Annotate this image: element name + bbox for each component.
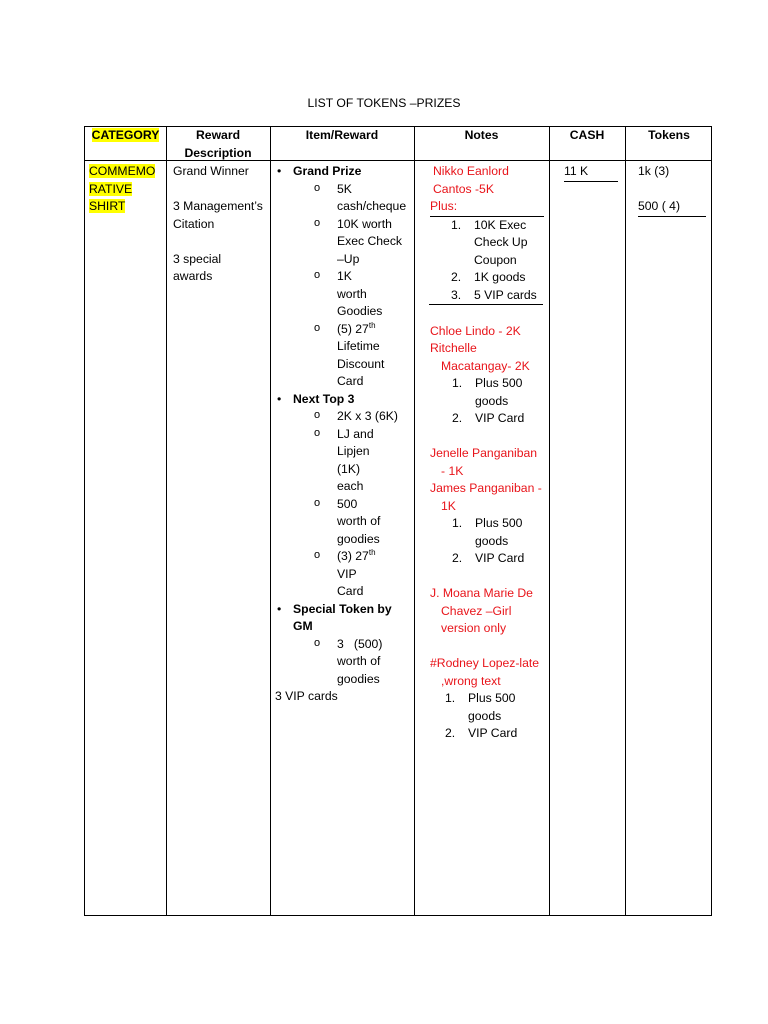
header-cash: CASH <box>569 128 605 142</box>
reward-grand-winner: Grand Winner <box>173 164 249 178</box>
note-special-items <box>430 515 543 568</box>
reward-management-citation: 3 Management’s Citation <box>173 199 263 231</box>
reward-description-cell <box>173 163 267 286</box>
header-category-cell <box>85 127 166 145</box>
sub-item: o (5) 27th Lifetime Discount Card <box>293 321 412 391</box>
item-special-token-label: Special Token by GM <box>293 601 392 633</box>
item-next-top <box>272 391 412 601</box>
sub-item: o 2K x 3 (6K) <box>293 408 412 426</box>
item-grand-prize <box>272 163 412 391</box>
prizes-table <box>84 126 712 916</box>
note-item: 1. Plus 500 goods <box>452 516 523 548</box>
document-title: LIST OF TOKENS –PRIZES <box>307 96 461 110</box>
note-item: 2. VIP Card <box>452 411 525 425</box>
column-divider <box>270 127 271 915</box>
sub-item: o 1K worth Goodies <box>293 268 412 321</box>
note-grand-items <box>429 217 543 306</box>
note-item: 2. VIP Card <box>452 551 525 565</box>
cash-cell <box>564 163 618 182</box>
header-tokens: Tokens <box>648 128 690 142</box>
token-value: 500 ( 4) <box>638 198 706 217</box>
header-category: CATEGORY <box>91 128 160 142</box>
note-special-name: James Panganiban - 1K <box>430 481 542 513</box>
note-item: 1. 10K Exec Check Up Coupon <box>451 217 528 267</box>
note-item: 2. VIP Card <box>445 726 518 740</box>
category-cell <box>89 163 165 216</box>
notes-cell <box>430 163 543 743</box>
header-notes: Notes <box>464 128 499 142</box>
note-late-entry: #Rodney Lopez-late ,wrong text <box>430 656 540 688</box>
note-runner-name: Ritchelle Macatangay- 2K <box>430 341 530 373</box>
category-line: SHIRT <box>89 199 126 213</box>
sub-item: o 5K cash/cheque <box>293 181 412 216</box>
sub-item: o (3) 27th VIP Card <box>293 548 412 601</box>
note-winner-name: Nikko Eanlord Cantos -5K <box>433 164 509 196</box>
column-divider <box>549 127 550 915</box>
note-item: 3. 5 VIP cards <box>429 287 543 306</box>
note-runner-items <box>430 375 543 428</box>
note-girl-version: J. Moana Marie De Chavez –Girl version only <box>430 586 533 635</box>
sub-item: o 3 (500) worth of goodies <box>293 636 412 689</box>
item-extra: 3 VIP cards <box>275 689 338 703</box>
column-divider <box>625 127 626 915</box>
token-value: 1k (3) <box>638 164 670 178</box>
category-line: COMMEMO <box>89 164 156 178</box>
note-late-items <box>423 690 543 743</box>
note-special-name: Jenelle Panganiban - 1K <box>430 446 538 478</box>
note-item: 1. Plus 500 goods <box>445 691 516 723</box>
item-list <box>272 163 412 688</box>
column-divider <box>166 127 167 915</box>
sub-item: o 10K worth Exec Check –Up <box>293 216 412 269</box>
note-item: 1. Plus 500 goods <box>452 376 523 408</box>
header-item-reward: Item/Reward <box>305 128 379 142</box>
note-plus-label: Plus: <box>430 198 544 217</box>
sub-item: o LJ and Lipjen (1K) each <box>293 426 412 496</box>
category-line: RATIVE <box>89 181 133 196</box>
item-next-top-label: Next Top 3 <box>293 391 355 406</box>
item-reward-cell <box>272 163 412 706</box>
tokens-cell <box>638 163 706 217</box>
note-runner-name: Chloe Lindo - 2K <box>430 323 521 338</box>
cash-value: 11 K <box>564 163 618 182</box>
item-grand-prize-label: Grand Prize <box>293 164 362 178</box>
column-divider <box>414 127 415 915</box>
item-special-token <box>272 601 412 689</box>
reward-special-awards: 3 special awards <box>173 251 222 283</box>
note-item: 2. 1K goods <box>451 270 526 284</box>
header-reward-description: Reward Description <box>184 128 252 160</box>
sub-item: o 500 worth of goodies <box>293 496 412 549</box>
